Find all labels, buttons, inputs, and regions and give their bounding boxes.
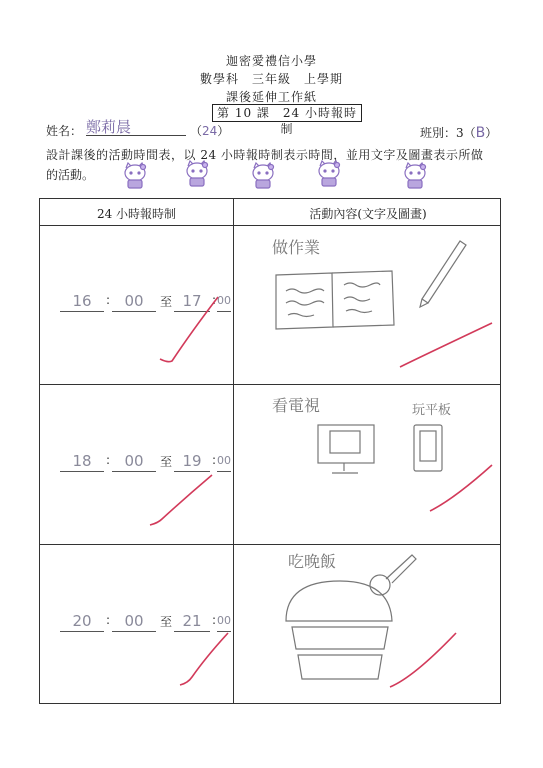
- tablet-drawing: [414, 425, 442, 471]
- start-hour-field[interactable]: 16: [60, 291, 104, 312]
- cat-sticker-icon: [118, 162, 152, 190]
- check-marks: [150, 297, 492, 687]
- lesson-title-box: 第 10 課 24 小時報時制: [212, 104, 362, 122]
- start-minute-field[interactable]: 00: [112, 291, 156, 312]
- schedule-table: [39, 198, 501, 704]
- class-value[interactable]: B: [475, 125, 486, 141]
- start-hour-field[interactable]: 18: [60, 451, 104, 472]
- class-label: 班別：3（: [420, 126, 476, 140]
- to-label: 至: [160, 615, 173, 629]
- end-hour-field[interactable]: 19: [174, 451, 210, 472]
- activity-label-2: 看電視: [272, 396, 321, 415]
- column-header-activity: 活動內容(文字及圖畫): [309, 207, 427, 221]
- time-colon: :: [106, 613, 111, 627]
- worksheet-title: 課後延伸工作紙: [225, 90, 317, 104]
- to-label: 至: [160, 295, 173, 309]
- class-number-value[interactable]: 24: [202, 124, 218, 138]
- name-label: 姓名：: [46, 124, 83, 138]
- class-number-close: ）: [217, 124, 230, 138]
- time-colon: :: [212, 613, 217, 627]
- start-hour-field[interactable]: 20: [60, 611, 104, 632]
- class-label-close: ）: [485, 126, 498, 140]
- cat-sticker-icon: [312, 160, 346, 188]
- class-field: [420, 124, 497, 141]
- end-minute-field[interactable]: 00: [217, 451, 231, 472]
- activity-label-1: 做作業: [272, 238, 321, 257]
- activity-label-3: 吃晚飯: [288, 552, 337, 571]
- rice-bowl-drawing: [286, 555, 416, 679]
- book-drawing: [276, 271, 394, 329]
- instruction-line-1: 設計課後的活動時間表，以 24 小時報時制表示時間，並用文字及圖畫表示所做: [46, 148, 484, 162]
- instruction-line-2: 的活動。: [46, 168, 95, 182]
- time-colon: :: [212, 453, 217, 467]
- end-hour-field[interactable]: 17: [174, 291, 210, 312]
- class-number: [190, 122, 229, 139]
- tv-drawing: [318, 425, 374, 473]
- cat-sticker-icon: [246, 162, 280, 190]
- activity-label-2b: 玩平板: [412, 403, 452, 418]
- column-header-time: 24 小時報時制: [96, 207, 177, 221]
- cat-sticker-icon: [398, 162, 432, 190]
- time-colon: :: [106, 293, 111, 307]
- end-hour-field[interactable]: 21: [174, 611, 210, 632]
- name-field[interactable]: 鄭莉晨: [86, 116, 186, 136]
- pencil-drawing: [420, 241, 466, 307]
- cat-sticker-icon: [180, 160, 214, 188]
- school-name: 迦密愛禮信小學: [225, 54, 317, 68]
- to-label: 至: [160, 455, 173, 469]
- drawings-layer: [40, 199, 502, 705]
- end-minute-field[interactable]: 00: [217, 291, 231, 312]
- start-minute-field[interactable]: 00: [112, 611, 156, 632]
- time-colon: :: [106, 453, 111, 467]
- start-minute-field[interactable]: 00: [112, 451, 156, 472]
- time-colon: :: [212, 293, 217, 307]
- class-number-open: （: [190, 124, 203, 138]
- subject-line: 數學科 三年級 上學期: [199, 72, 343, 86]
- end-minute-field[interactable]: 00: [217, 611, 231, 632]
